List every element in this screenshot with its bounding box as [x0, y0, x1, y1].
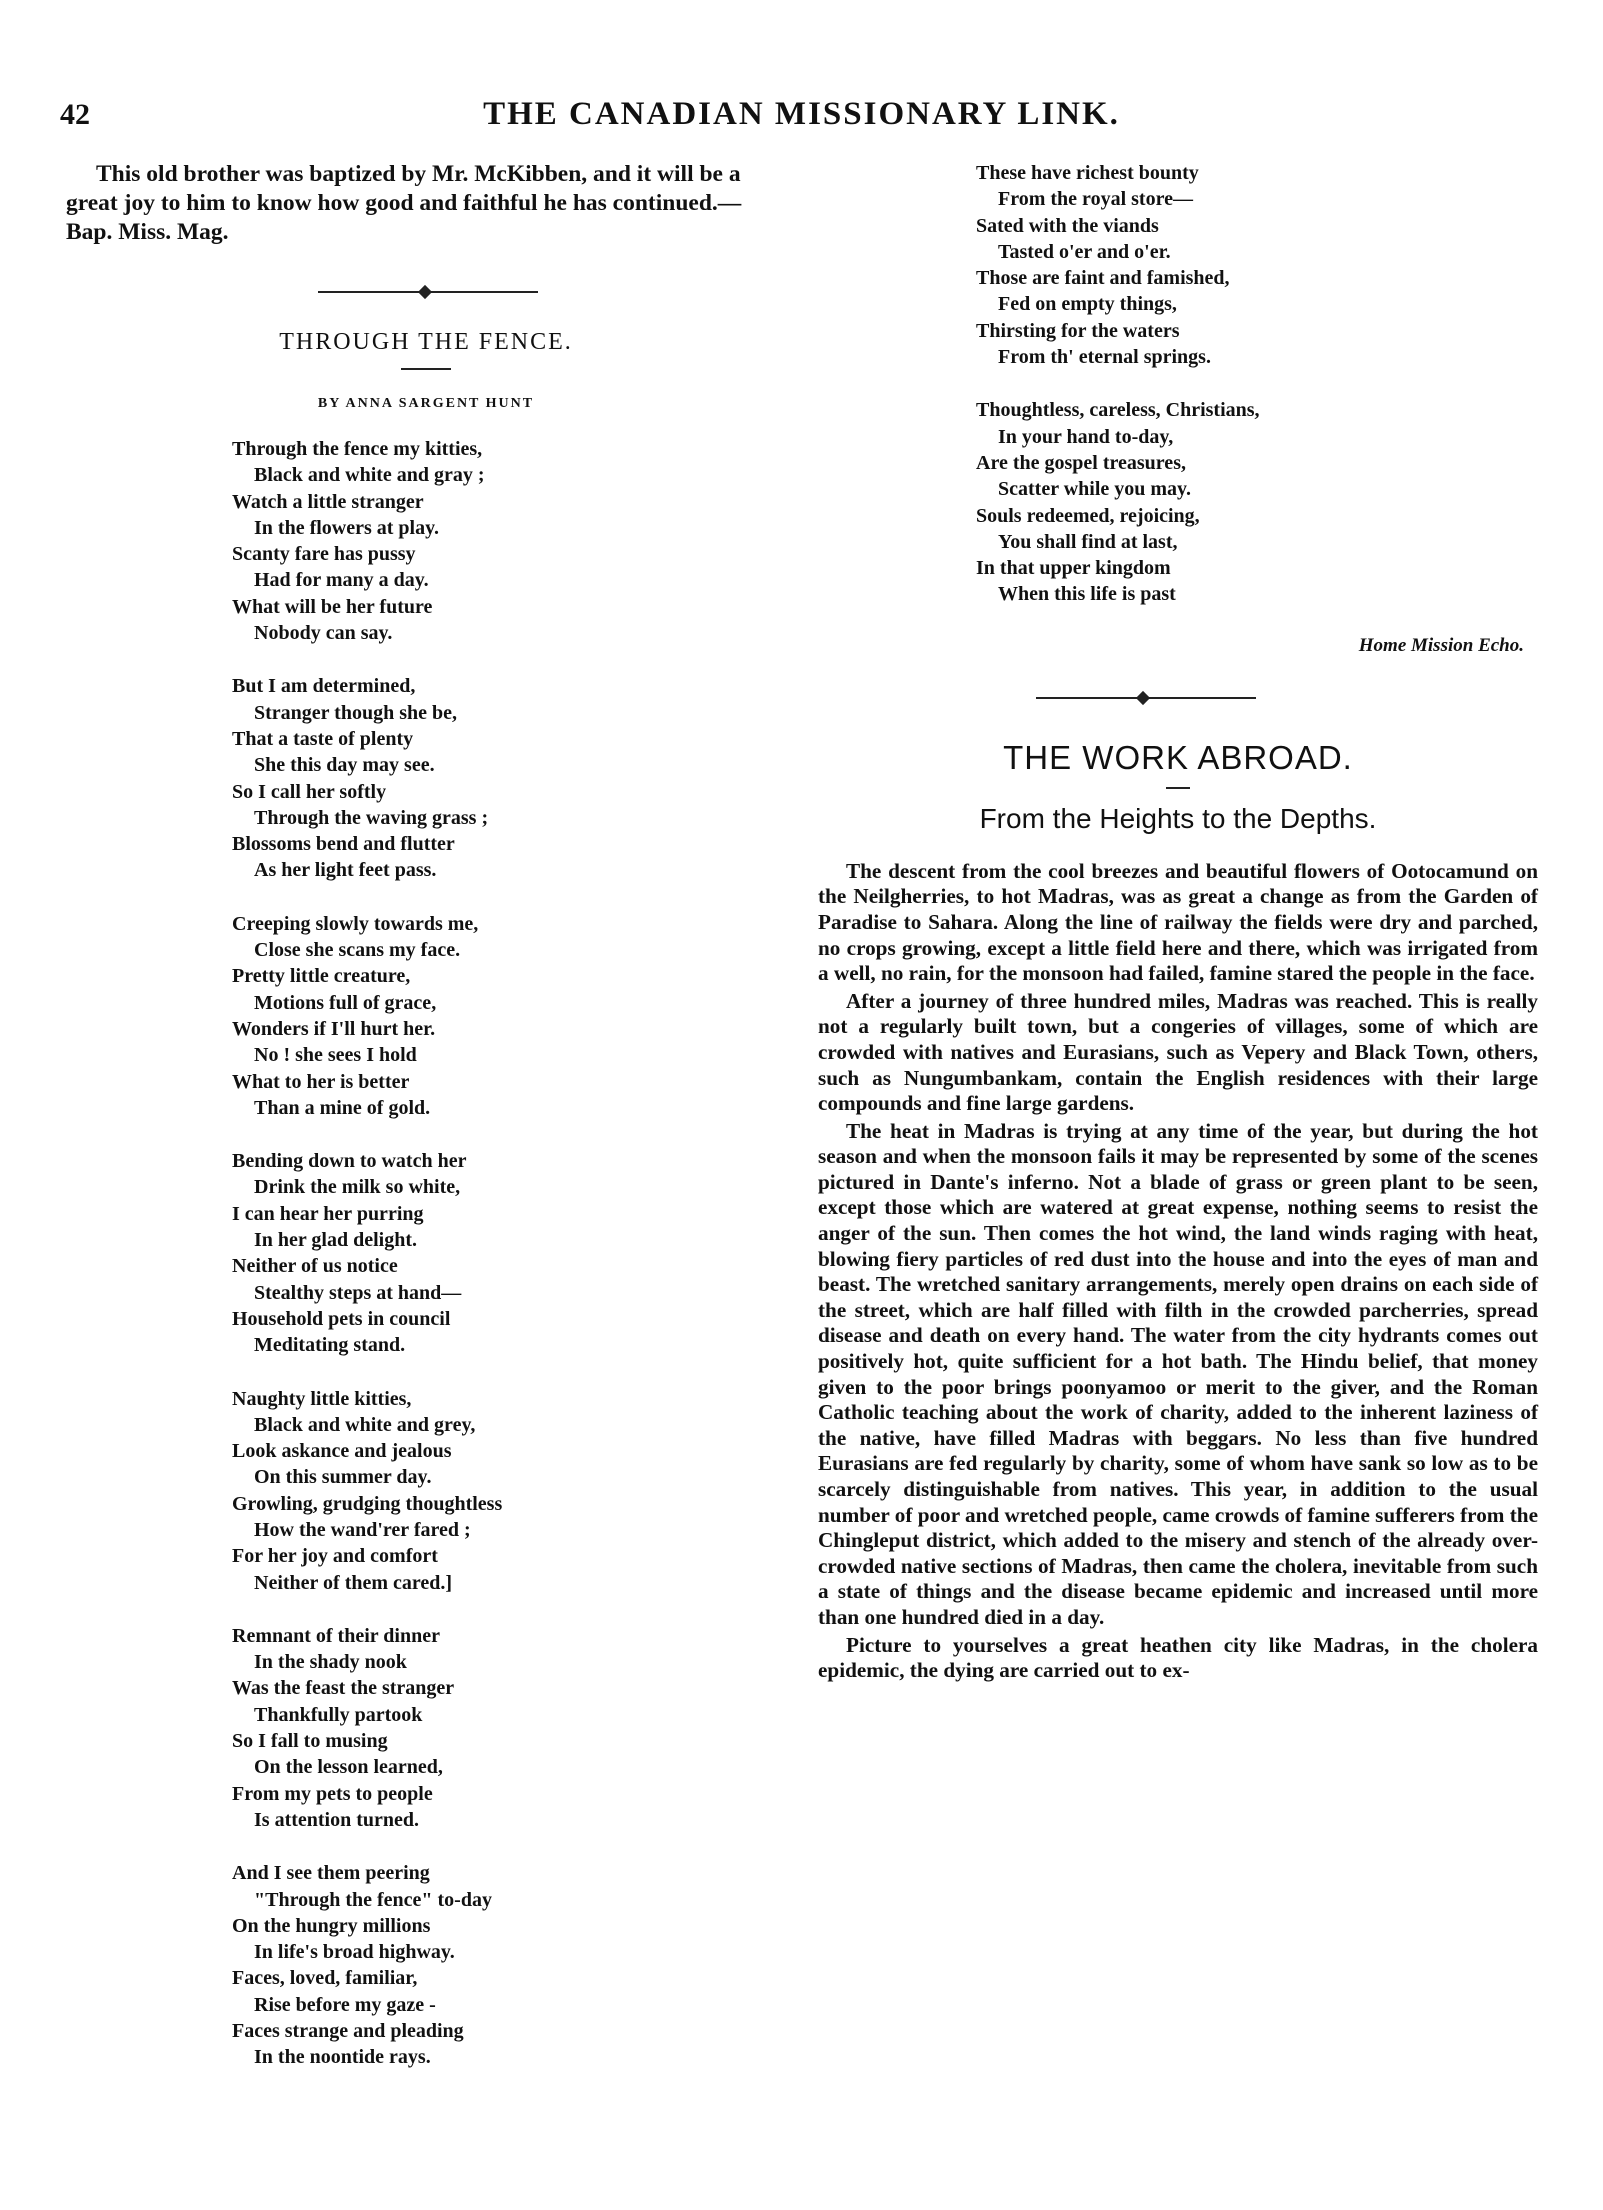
poem-line: In that upper kingdom	[976, 557, 1171, 580]
poem-line: Souls redeemed, rejoicing,	[976, 504, 1200, 527]
poem-line: In her glad delight.	[254, 1229, 417, 1252]
poem-line: On this summer day.	[254, 1466, 432, 1489]
section-title: THE WORK ABROAD.	[1003, 738, 1353, 776]
poem-line: "Through the fence" to-day	[254, 1888, 492, 1911]
stanza	[232, 1386, 786, 1596]
poem-line: Pretty little creature,	[232, 965, 411, 988]
poem-byline: BY ANNA SARGENT HUNT	[317, 396, 535, 411]
poem-line: Blossoms bend and flutter	[232, 833, 455, 856]
poem-line: In life's broad highway.	[254, 1941, 455, 1964]
poem-line: Thoughtless, careless, Christians,	[976, 399, 1260, 422]
poem-line: Neither of us notice	[232, 1255, 398, 1278]
right-column	[818, 160, 1538, 1686]
stanza	[976, 160, 1538, 370]
left-column	[66, 160, 786, 2098]
poem-line: Had for many a day.	[254, 569, 429, 592]
poem-line: Drink the milk so white,	[254, 1176, 461, 1199]
poem-line: Watch a little stranger	[232, 490, 424, 513]
section-rule	[1166, 787, 1190, 789]
stanza	[232, 673, 786, 883]
poem-continuation	[818, 160, 1538, 608]
poem-line: Meditating stand.	[254, 1334, 406, 1357]
poem-line: So I fall to musing	[232, 1730, 388, 1753]
poem-line: But I am determined,	[232, 675, 416, 698]
poem-line: Creeping slowly towards me,	[232, 912, 479, 935]
poem-line: What to her is better	[232, 1070, 410, 1093]
poem-line: As her light feet pass.	[254, 859, 437, 882]
poem-line: Is attention turned.	[254, 1808, 420, 1831]
article-paragraph: Picture to yourselves a great heathen city like Madras, in the cholera epidemic, the dying are carried out to ex-	[818, 1632, 1538, 1683]
poem-line: From the royal store—	[998, 188, 1193, 211]
poem-line: I can hear her purring	[232, 1202, 424, 1225]
poem-line: Than a mine of gold.	[254, 1096, 431, 1119]
page-number: 42	[60, 98, 90, 131]
poem-line: So I call her softly	[232, 780, 387, 803]
running-title: THE CANADIAN MISSIONARY LINK.	[483, 96, 1120, 132]
poem-line: From my pets to people	[232, 1782, 433, 1805]
poem-line: In the noontide rays.	[254, 2046, 431, 2069]
stanza	[232, 436, 786, 646]
stanza	[232, 911, 786, 1121]
article-paragraph: After a journey of three hundred miles, Madras was reached. This is really not a regularly built town, but a congeries of villages, some of which are crowded with natives and Eurasians, such as Vepery and Black Town, others, such as Nungumbankam, contain the English residences with their large compounds and fine large gardens.	[818, 988, 1538, 1116]
poem-line: On the lesson learned,	[254, 1756, 443, 1779]
poem-line: Scatter while you may.	[998, 478, 1191, 501]
stanza	[232, 1148, 786, 1358]
article-paragraph: The heat in Madras is trying at any time of the year, but during the hot season and when the monsoon fails it may be represented by some of the scenes pictured in Dante's inferno. Not a blade of grass or green plant to be seen, except those which are watered at great expense, nothing seems to resist the anger of the sun. Then comes the hot wind, the land winds raging with heat, blowing fiery particles of red dust into the house and into the eyes of man and beast. The wretched sanitary arrangements, merely open drains on each side of the street, which are half filled with filth in the crowded parcherries, spread disease and death on every hand. The water from the city hydrants comes out positively hot, quite sufficient for a hot bath. The Hindu belief, that money given to the poor brings poonyamoo or merit to the giver, and the Roman Catholic teaching about the work of charity, added to the inherent laziness of the native, have filled Madras with beggars. No less than five hundred Eurasians are fed regularly by charity, some of whom have sank so low as to be scarcely distinguishable from natives. This year, in addition to the usual number of poor and wretched people, came crowds of famine sufferers from the Chingleput district, which added to the misery and stench of the already over-crowded native sections of Madras, then came the cholera, inevitable from such a state of things and the disease became epidemic and increased until more than one hundred died in a day.	[818, 1118, 1538, 1629]
stanza	[232, 1860, 786, 2070]
poem-line: From th' eternal springs.	[998, 346, 1211, 369]
poem-line: Bending down to watch her	[232, 1150, 467, 1173]
poem-line: And I see them peering	[232, 1862, 430, 1885]
article-body	[818, 859, 1538, 1684]
poem-line: Sated with the viands	[976, 214, 1159, 237]
poem-line: Close she scans my face.	[254, 939, 461, 962]
stanza	[976, 397, 1538, 607]
poem-line: Tasted o'er and o'er.	[998, 240, 1171, 263]
poem-line: On the hungry millions	[232, 1914, 431, 1937]
poem-line: Black and white and gray ;	[254, 464, 485, 487]
poem-line: In your hand to-day,	[998, 425, 1174, 448]
poem-line: In the flowers at play.	[254, 516, 439, 539]
poem-line: Growling, grudging thoughtless	[232, 1492, 503, 1515]
poem-line: Motions full of grace,	[254, 991, 437, 1014]
poem-line: When this life is past	[998, 583, 1176, 606]
poem-line: In the shady nook	[254, 1651, 407, 1674]
poem-line: Nobody can say.	[254, 622, 393, 645]
poem-line: Faces, loved, familiar,	[232, 1967, 418, 1990]
poem-line: How the wand'rer fared ;	[254, 1518, 471, 1541]
poem-line: Those are faint and famished,	[976, 267, 1230, 290]
poem-line: Thankfully partook	[254, 1703, 423, 1726]
poem-line: Stealthy steps at hand—	[254, 1281, 462, 1304]
poem-line: Scanty fare has pussy	[232, 543, 416, 566]
poem-line: Rise before my gaze -	[254, 1993, 436, 2016]
title-rule	[401, 368, 451, 370]
stanza	[232, 1623, 786, 1833]
poem-line: Wonders if I'll hurt her.	[232, 1017, 436, 1040]
poem-line: Was the feast the stranger	[232, 1677, 455, 1700]
poem-line: These have richest bounty	[976, 162, 1199, 184]
ornament-divider	[318, 291, 538, 293]
poem-line: Through the waving grass ;	[254, 806, 489, 829]
poem-line: Household pets in council	[232, 1307, 451, 1330]
article-paragraph: The descent from the cool breezes and beautiful flowers of Ootocamund on the Neilgherries, to hot Madras, was as great a change as from the Garden of Paradise to Sahara. Along the line of railway the fields were dry and parched, no crops growing, except a little field here and there, which was irrigated from a well, no rain, for the monsoon had failed, famine stared the people in the face.	[818, 858, 1538, 986]
poem-line: What will be her future	[232, 595, 433, 618]
poem-line: Faces strange and pleading	[232, 2020, 464, 2043]
poem-line: Thirsting for the waters	[976, 319, 1180, 342]
poem-line: Naughty little kitties,	[232, 1387, 412, 1410]
poem-line: No ! she sees I hold	[254, 1044, 417, 1067]
poem-line: Through the fence my kitties,	[232, 438, 483, 460]
section-subtitle: From the Heights to the Depths.	[979, 802, 1377, 834]
intro-paragraph: This old brother was baptized by Mr. McKibben, and it will be a great joy to him to know how good and faithful he has continued.—Bap. Miss. Mag.	[66, 161, 742, 245]
poem-attribution: Home Mission Echo.	[1358, 634, 1524, 656]
poem-line: Fed on empty things,	[998, 293, 1177, 316]
poem-line: You shall find at last,	[998, 530, 1178, 553]
poem-line: Are the gospel treasures,	[976, 451, 1186, 474]
poem-line: Black and white and grey,	[254, 1413, 476, 1436]
poem-line: She this day may see.	[254, 754, 435, 777]
poem-line: That a taste of plenty	[232, 727, 414, 750]
poem-title: THROUGH THE FENCE.	[279, 329, 573, 355]
ornament-divider	[1036, 697, 1256, 699]
poem-line: Stranger though she be,	[254, 701, 457, 724]
poem-body	[66, 436, 786, 2071]
poem-line: Look askance and jealous	[232, 1440, 452, 1463]
poem-line: Neither of them cared.]	[254, 1571, 453, 1594]
poem-line: Remnant of their dinner	[232, 1624, 440, 1647]
poem-line: For her joy and comfort	[232, 1545, 438, 1568]
